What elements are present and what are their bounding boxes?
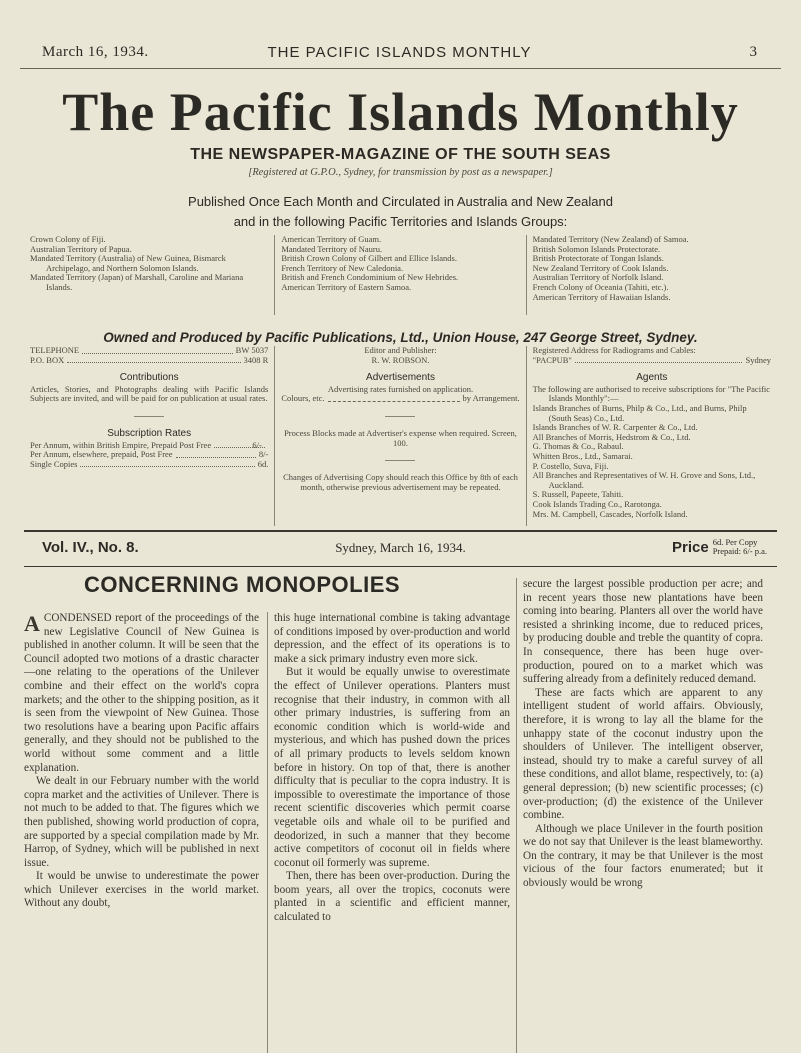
article-column-2 (274, 612, 510, 925)
page-number: 3 (749, 44, 757, 60)
subscription-label: Single Copies (30, 458, 78, 469)
agent-item: P. Costello, Suva, Fiji. (532, 460, 609, 471)
price-block (672, 538, 767, 556)
price-label: Price (672, 538, 709, 556)
subscription-row (30, 460, 268, 470)
territories-column-2 (274, 235, 525, 315)
subscription-heading: Subscription Rates (107, 427, 192, 439)
article-paragraph: this huge international combine is taking advantage of conditions imposed by over-production and world depression, and the effect of its operations is to make a sick primary industry even more sick. (274, 612, 510, 665)
copy-changes-note: Changes of Advertising Copy should reach this Office by 8th of each month, otherwise previous advertisement may be repeated. (283, 472, 518, 492)
agent-item: S. Russell, Papeete, Tahiti. (532, 489, 624, 500)
agent-item: G. Thomas & Co., Rabaul. (532, 441, 624, 452)
info-column-right (526, 346, 777, 526)
article-paragraph: We dealt in our February number with the world copra market and the activities of Unilever. There is not much to be added to that. The figures which we then published, showing world production of copra, are supported by a special compilation made by Mr. Harrop, of Sydney, which will be published in next issue. (24, 775, 259, 869)
territory-item: French Territory of New Caledonia. (281, 262, 404, 273)
ownership-line: Owned and Produced by Pacific Publications, Ltd., Union House, 247 George Street, Sydney. (103, 330, 698, 345)
agent-item: Cook Islands Trading Co., Rarotonga. (532, 498, 662, 509)
article-paragraph: Although we place Unilever in the fourth position we do not say that Unilever is the least blameworthy. On the contrary, it may be that Unilever is the most vicious of the four factors enumerated; but it obviously would be wrong (523, 822, 763, 890)
advertising-colours-line (281, 394, 519, 404)
contributions-heading: Contributions (119, 372, 179, 384)
cable-city: Sydney (745, 354, 771, 365)
subscription-label: Per Annum, within British Empire, Prepaid Post Free (30, 439, 212, 450)
territory-item: British Crown Colony of Gilbert and Ellice Islands. (281, 253, 457, 264)
registration-note: [Registered at G.P.O., Sydney, for transmission by post as a newspaper.] (248, 167, 553, 178)
info-column-left (24, 346, 274, 526)
subscription-row: Per Annum, within British Empire, Prepaid Post Free 6/- (30, 441, 268, 451)
price-values (713, 538, 767, 556)
running-head-date: March 16, 1934. (42, 44, 149, 60)
subscription-value: 6d. (257, 458, 269, 469)
cable-code: "PACPUB" (532, 354, 572, 365)
territory-item: American Territory of Eastern Samoa. (281, 281, 412, 292)
article-paragraph: secure the largest possible production per acre; and in recent years those new plantations have been coming into bearing. Planters all over the world have resisted a shrinking income, due to reduced prices, by producing double and treble the quantity of copra. In consequence, there has been huge over-production, poured on to a market which was suffering already from a definitely reduced demand. (523, 578, 763, 686)
advertisements-heading: Advertisements (366, 372, 435, 384)
info-column-middle (274, 346, 525, 526)
territory-item: French Colony of Oceania (Tahiti, etc.). (532, 281, 669, 292)
running-head (42, 44, 757, 64)
publication-info (24, 346, 777, 526)
pobox-number: 3408 R (243, 354, 269, 365)
issue-bar (24, 530, 777, 567)
contributions-text: Articles, Stories, and Photographs dealing with Pacific Islands Subjects are invited, and will be paid for on publication at usual rates. (30, 383, 269, 404)
masthead-subtitle: THE NEWSPAPER-MAGAZINE OF THE SOUTH SEAS (190, 146, 611, 163)
price-prepaid: Prepaid: 6/- p.a. (712, 546, 767, 556)
territory-item: Australian Territory of Norfolk Island. (532, 272, 664, 283)
agent-item: The following are authorised to receive subscriptions for "The Pacific Islands Monthly":— (532, 383, 771, 404)
pobox-line (30, 356, 268, 366)
article-paragraph: But it would be equally unwise to overestimate the effect of Unilever operations. Planters must recognise that their industry, in common with all other primary industries, is suffering from an economic condition which is world-wide and mysterious, and which has pushed down the prices of all primary products to levels seldom known before in history. On top of that, there is another difficulty that is peculiar to the copra industry. It is impossible to overestimate the importance of those recent scientific discoveries which permit coarse vegetable oils and whale oil to be purified and deodorized, in such a manner that they become active competitors of coconut oil in fields where coconut oil formerly was supreme. (274, 666, 510, 869)
article-paragraph: These are facts which are apparent to any intelligent student of world affairs. Obviously, therefore, it is wrong to lay all the blame for the unhappy state of the coconut industry upon the shoulders of Unilever. The intelligent observer, instead, should try to make a careful survey of all these conditions, and allot blame, respectively, to: (a) general depression; (b) new scientific processes; (c) over-production; (d) the existence of the Unilever combine. (523, 686, 763, 822)
editor-label: Editor and Publisher: (364, 345, 437, 355)
territories-list (24, 235, 777, 315)
subscription-label: Per Annum, elsewhere, prepaid, Post Free (30, 449, 173, 460)
article-column-3 (523, 578, 763, 891)
divider (385, 460, 415, 461)
territory-item: Mandated Territory (New Zealand) of Samoa. (532, 234, 689, 244)
agent-item: Islands Branches of W. R. Carpenter & Co., Ltd. (532, 422, 698, 433)
territory-item: American Territory of Guam. (281, 234, 382, 244)
colours-value: by Arrangement. (462, 393, 520, 404)
telephone-label: TELEPHONE (30, 345, 80, 355)
cable-line (533, 356, 771, 366)
territories-column-3 (526, 235, 777, 315)
agent-item: Mrs. M. Campbell, Cascades, Norfolk Island. (532, 508, 688, 519)
agent-item: Islands Branches of Burns, Philp & Co., Ltd., and Burns, Philp (South Seas) Co., Ltd. (532, 402, 747, 423)
agent-item: All Branches and Representatives of W. H. Grove and Sons, Ltd., Auckland. (532, 470, 756, 490)
drop-cap: A (24, 611, 40, 636)
territory-item: British Solomon Islands Protectorate. (532, 243, 661, 254)
article-column-1 (24, 612, 259, 911)
territory-item: British and French Condominium of New Hebrides. (281, 272, 459, 283)
publication-line-2: and in the following Pacific Territories and Islands Groups: (233, 214, 568, 229)
territory-item: British Protectorate of Tongan Islands. (532, 253, 664, 264)
price-per-copy: 6d. Per Copy (712, 537, 758, 547)
masthead (20, 80, 781, 144)
territory-item: American Territory of Hawaiian Islands. (532, 291, 671, 302)
editor-name: R. W. ROBSON. (371, 354, 430, 365)
article-paragraph: ACONDENSED report of the proceedings of the new Legislative Council of New Guinea is published in another column. It will be seen that the Council adopted two motions of a drastic character—one relating to the operations of the Unilever combine and their effect on the world's copra markets; and the other to the shipping position, as it is seen from the viewpoint of New Guinea. Those two resolutions have a bearing upon Pacific affairs generally, and they should not be published to the world without some comment and a little explanation. (24, 611, 259, 774)
article-paragraph: It would be unwise to underestimate the power which Unilever exercises in the world market. Without any doubt, (24, 870, 259, 910)
publication-line-1: Published Once Each Month and Circulated in Australia and New Zealand (188, 194, 613, 209)
telephone-line (30, 346, 268, 356)
editorial-article (24, 568, 777, 1053)
cable-label: Registered Address for Radiograms and Cables: (532, 345, 696, 355)
running-head-title: THE PACIFIC ISLANDS MONTHLY (267, 44, 532, 61)
telephone-number: BW 5037 (235, 345, 269, 355)
territory-item: Australian Territory of Papua. (30, 243, 132, 254)
article-headline: CONCERNING MONOPOLIES (84, 572, 401, 597)
colours-label: Colours, etc. (281, 393, 325, 404)
territory-item: Mandated Territory (Japan) of Marshall, Caroline and Mariana Islands. (30, 272, 244, 292)
territory-item: Mandated Territory of Nauru. (281, 243, 383, 254)
territory-item: New Zealand Territory of Cook Islands. (532, 262, 669, 273)
territory-item: Mandated Territory (Australia) of New Guinea, Bismarck Archipelago, and Northern Solomon Islands. (30, 253, 226, 273)
subscription-value: 8/- (258, 449, 269, 460)
process-blocks-note: Process Blocks made at Advertiser's expense when required. Screen, 100. (284, 427, 517, 448)
masthead-title: The Pacific Islands Monthly (62, 82, 739, 142)
article-paragraph: Then, there has been over-production. During the boom years, all over the tropics, coconuts were planted in a scientific and efficient manner, calculated to (274, 870, 510, 924)
issue-date: Sydney, March 16, 1934. (335, 540, 466, 555)
agents-heading: Agents (636, 372, 668, 384)
column-divider (267, 612, 268, 1053)
advertising-rates: Advertising rates furnished on application. (327, 383, 474, 394)
publication-statement (20, 192, 781, 232)
divider (134, 416, 164, 417)
column-divider (516, 578, 517, 1053)
agent-item: All Branches of Morris, Hedstrom & Co., Ltd. (532, 431, 691, 442)
agent-item: Whitten Bros., Ltd., Samarai. (532, 450, 633, 461)
territory-item: Crown Colony of Fiji. (30, 234, 106, 244)
volume-number: Vol. IV., No. 8. (42, 539, 139, 556)
divider (385, 416, 415, 417)
pobox-label: P.O. BOX (30, 354, 65, 365)
territories-column-1 (24, 235, 274, 315)
top-rule (20, 68, 781, 69)
